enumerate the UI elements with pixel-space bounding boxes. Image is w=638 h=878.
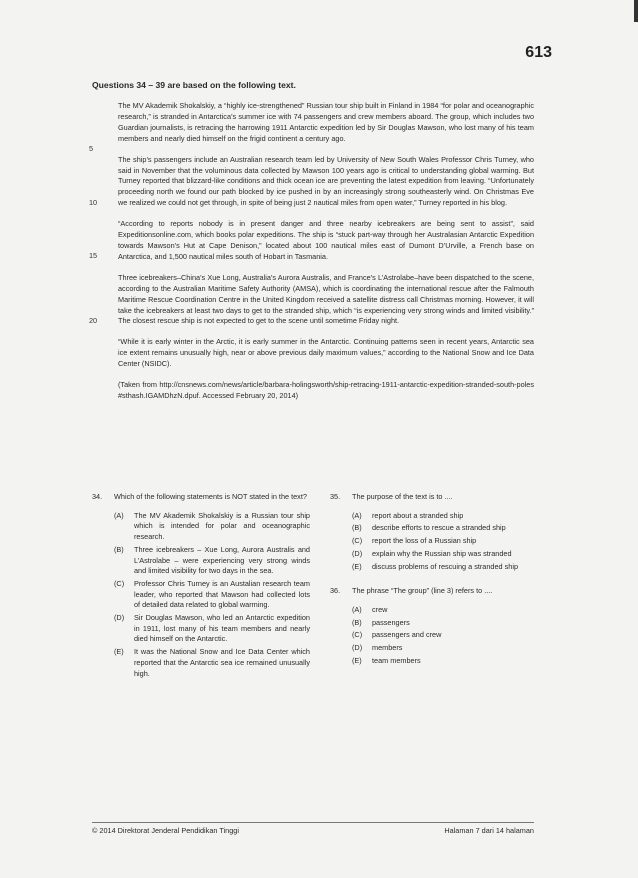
option-text: members — [372, 643, 403, 653]
source-citation: (Taken from http://cnsnews.com/news/article/barbara-holingsworth/ship-retracing-1911-antarctic-expedition-stranded-south-poles#sthash.IGAMDhzN.dpuf. Accessed February 20, 2014) — [118, 380, 534, 400]
option-text: crew — [372, 604, 388, 614]
passage-paragraph — [89, 101, 534, 153]
question-stem — [92, 492, 310, 503]
answer-option[interactable] — [352, 562, 540, 573]
option-label: (C) — [114, 578, 125, 588]
answer-option[interactable] — [114, 647, 310, 679]
line-number: 20 — [89, 315, 98, 325]
line-number: 15 — [89, 251, 98, 261]
option-label: (B) — [352, 617, 362, 627]
option-text: team members — [372, 655, 421, 665]
answer-option[interactable] — [352, 630, 540, 641]
answer-option[interactable] — [114, 613, 310, 645]
answer-option[interactable] — [352, 605, 540, 616]
option-label: (A) — [114, 510, 124, 520]
question-number: 35. — [330, 492, 341, 501]
option-label: (D) — [352, 548, 363, 558]
line-number: 10 — [89, 197, 98, 207]
option-text: Sir Douglas Mawson, who led an Antarctic expedition in 1911, lost many of his team members and nearly died himself on the Antarctic. — [134, 613, 310, 644]
option-label: (C) — [352, 536, 363, 546]
option-text: The MV Akademik Shokalskiy is a Russian tour ship which is intended for polar and oceanographic research. — [134, 510, 310, 542]
question-text: Which of the following statements is NOT stated in the text? — [114, 492, 307, 501]
question-number: 36. — [330, 586, 341, 596]
option-text: report the loss of a Russian ship — [372, 536, 477, 546]
footer-page-number: Halaman 7 dari 14 halaman — [444, 826, 534, 835]
option-text: discuss problems of rescuing a stranded ship — [372, 561, 519, 571]
option-label: (A) — [352, 604, 362, 614]
answer-option[interactable] — [352, 643, 540, 654]
option-text: Three icebreakers – Xue Long, Aurora Australis and L’Astrolabe – were experiencing very strong winds and limited visibility for two days in the sea. — [134, 544, 310, 576]
footer-divider — [92, 822, 534, 823]
paragraph-text: Three icebreakers–China’s Xue Long, Australia’s Aurora Australis, and France’s L’Astrolabe–have been dispatched to the scene, according to the Australian Maritime Safety Authority (AMSA), which is coordinating the international rescue after the Falmouth Maritime Rescue Coordination Centre in the United Kingdom received a satellite distress call Christmas morning. However, it will take the icebreakers at least two days to get to the stranded ship, which “is experiencing very strong winds and limited visibility.” The closest rescue ship is not expected to get to the scene until sometime Friday night. — [118, 272, 534, 326]
passage-paragraph — [89, 272, 534, 328]
option-text: Professor Chris Turney is an Austalian research team leader, who reported that Mawson had collected lots of detailed data related to global warming. — [134, 578, 310, 610]
option-text: passengers and crew — [372, 630, 442, 640]
paragraph-text: “While it is early winter in the Arctic, it is early summer in the Antarctic. Continuing patterns seen in recent years, Antarctic sea ice extent remains unusually high, near or above previous daily maximum values,” according to the National Snow and Ice Data Center (NSIDC). — [118, 337, 534, 369]
answer-options — [330, 511, 540, 573]
option-label: (E) — [352, 561, 362, 571]
paragraph-text: The ship’s passengers include an Australian research team led by University of New South Wales Professor Chris Turney, who said in November that the voluminous data collected by Mawson 100 years ago is critical to understanding global warming. But Turney reported that blizzard-like conditions and thick ocean ice are preventing the latest expedition from leaving. “Unfortunately proceeding north we found our path blocked by ice pushed in by an increasingly strong southeasterly wind. On Christmas Eve we realized we could not get through, in spite of being just 2 nautical miles from open water,” Turney reported in his blog. — [118, 154, 534, 208]
answer-option[interactable] — [114, 545, 310, 577]
option-label: (E) — [352, 655, 362, 665]
paragraph-text: The MV Akademik Shokalskiy, a “highly ice-strengthened” Russian tour ship built in Finland in 1984 “for polar and oceanographic research,” is stranded in Antarctica’s summer ice with 74 passengers and crew members aboard. The group, which includes two Guardian journalists, is retracing the harrowing 1911 Antarctic expedition led by Sir Douglas Mawson, who lost many of his team members and nearly died himself on the frigid continent a century ago. — [118, 101, 534, 143]
questions-column-left — [92, 492, 310, 693]
answer-option[interactable] — [352, 536, 540, 547]
question-text: The phrase “The group” (line 3) refers to .... — [352, 586, 493, 596]
answer-options — [92, 511, 310, 680]
option-text: describe efforts to rescue a stranded ship — [372, 523, 506, 533]
option-label: (D) — [352, 643, 363, 653]
paragraph-text: “According to reports nobody is in present danger and three nearby icebreakers are being sent to assist”, said Expeditionsonline.com, which books polar expeditions. The ship is “stuck part-way through her Australasian Antarctic Expedition towards Mawson’s Hut at Cape Denison,” located about 100 nautical miles east of Dumont D’Urville, a French base on Antarctica, and 1,500 nautical miles south of Hobart in Tasmania. — [118, 219, 534, 261]
option-label: (C) — [352, 630, 363, 640]
passage-paragraph — [118, 337, 534, 370]
question-35 — [330, 492, 540, 572]
passage-paragraph — [89, 154, 534, 210]
option-text: It was the National Snow and Ice Data Center which reported that the Antarctic sea ice remained unusually high. — [134, 647, 310, 678]
answer-option[interactable] — [352, 656, 540, 667]
answer-option[interactable] — [114, 579, 310, 611]
option-text: explain why the Russian ship was stranded — [372, 548, 512, 558]
question-stem — [330, 492, 540, 503]
question-36 — [330, 586, 540, 666]
answer-option[interactable] — [352, 549, 540, 560]
passage-paragraph — [89, 219, 534, 263]
option-text: report about a stranded ship — [372, 510, 464, 520]
option-label: (D) — [114, 613, 125, 623]
answer-option[interactable] — [352, 618, 540, 629]
question-34 — [92, 492, 310, 679]
footer-copyright: © 2014 Direktorat Jenderal Pendidikan Tinggi — [92, 826, 239, 835]
option-text: passengers — [372, 617, 410, 627]
answer-option[interactable] — [352, 511, 540, 522]
question-stem — [330, 586, 540, 597]
line-number: 5 — [89, 144, 94, 153]
page-corner-mark — [634, 0, 638, 22]
answer-option[interactable] — [114, 511, 310, 543]
section-heading: Questions 34 – 39 are based on the following text. — [92, 80, 296, 90]
answer-options — [330, 605, 540, 667]
question-number: 34. — [92, 492, 103, 501]
answer-option[interactable] — [352, 523, 540, 534]
option-label: (A) — [352, 510, 362, 520]
option-label: (E) — [114, 647, 124, 657]
question-text: The purpose of the text is to .... — [352, 492, 453, 501]
questions-column-right — [330, 492, 540, 680]
option-label: (B) — [352, 523, 362, 533]
option-label: (B) — [114, 544, 124, 554]
reading-passage — [89, 101, 534, 402]
page-code: 613 — [525, 44, 552, 61]
